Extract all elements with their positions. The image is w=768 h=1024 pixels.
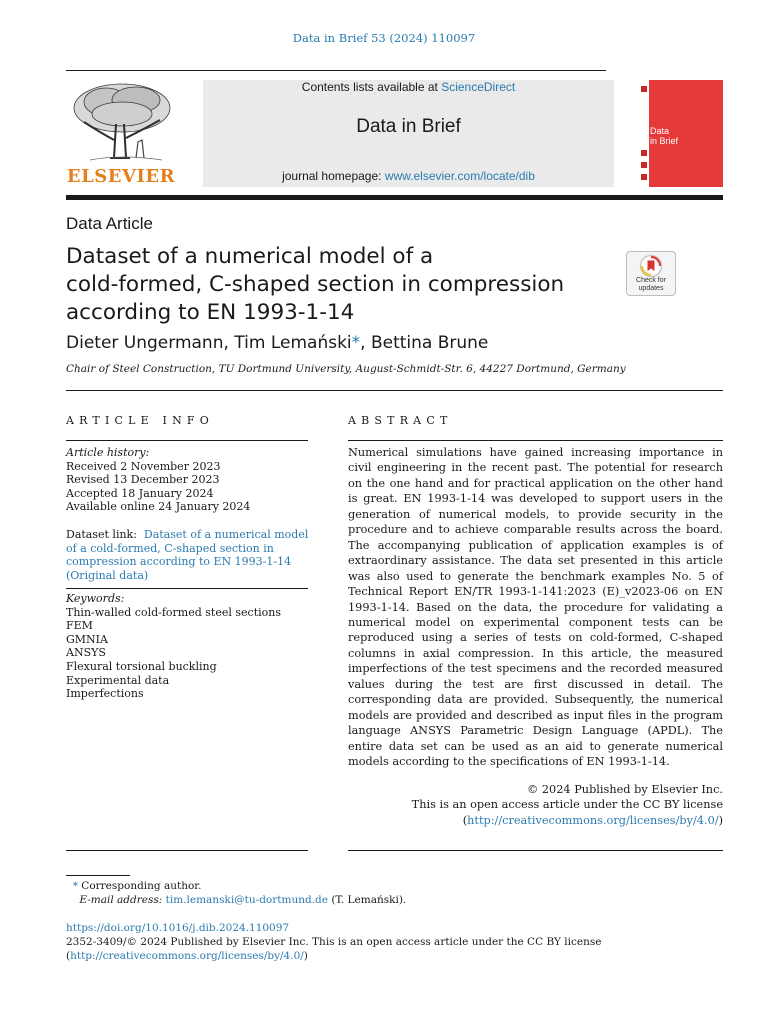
check-updates-line: Check for (636, 277, 666, 284)
copyright-line: This is an open access article under the CC BY license (411, 798, 723, 812)
footnote-rule (66, 875, 130, 876)
cover-mark (641, 162, 647, 168)
author-name: Tim Lemański (234, 333, 352, 353)
footnote-mark: * (72, 880, 78, 892)
corresponding-author-mark[interactable]: * (351, 333, 361, 353)
check-for-updates-button[interactable] (626, 251, 676, 296)
title-line: Dataset of a numerical model of a (66, 244, 434, 269)
cover-mark (641, 174, 647, 180)
dataset-link[interactable]: (Original data) (66, 568, 149, 582)
homepage-link[interactable]: www.elsevier.com/locate/dib (384, 169, 535, 183)
contents-prefix: Contents lists available at (301, 80, 442, 94)
dataset-link[interactable]: Dataset of a numerical model (143, 528, 309, 541)
keyword: Flexural torsional buckling (66, 659, 217, 673)
footer (66, 921, 726, 963)
header-rule (66, 70, 606, 71)
info-rule (66, 440, 308, 441)
sciencedirect-link[interactable]: ScienceDirect (441, 80, 516, 94)
paren: ( (66, 950, 71, 962)
masthead-rule (66, 195, 723, 200)
paren: ) (303, 950, 308, 962)
keyword: Imperfections (66, 687, 144, 701)
history-available: Available online 24 January 2024 (66, 500, 251, 514)
homepage-line (203, 169, 614, 183)
history-revised: Revised 13 December 2023 (66, 473, 220, 487)
author-name: , Bettina Brune (360, 333, 489, 353)
issn-line: 2352-3409/© 2024 Published by Elsevier Inc. This is an open access article under the CC BY license (66, 936, 602, 948)
author-list (66, 333, 488, 353)
footnote (66, 879, 666, 907)
abstract-rule (348, 850, 723, 851)
doi-link[interactable]: https://doi.org/10.1016/j.dib.2024.110097 (66, 922, 290, 934)
keyword: Experimental data (66, 673, 170, 687)
check-updates-label (627, 277, 675, 293)
keywords-label: Keywords: (66, 592, 125, 605)
email-link[interactable]: tim.lemanski@tu-dortmund.de (165, 894, 328, 906)
copyright-line: © 2024 Published by Elsevier Inc. (526, 783, 723, 796)
journal-name: Data in Brief (356, 116, 461, 137)
cover-mark (641, 86, 647, 92)
history-received: Received 2 November 2023 (66, 459, 221, 473)
license-link[interactable]: http://creativecommons.org/licenses/by/4.0/ (467, 813, 719, 827)
keyword: GMNIA (66, 632, 108, 646)
history-accepted: Accepted 18 January 2024 (66, 486, 214, 500)
email-label: E-mail address: (79, 894, 163, 906)
dataset-link[interactable]: compression according to EN 1993-1-14 (66, 555, 292, 569)
homepage-prefix: journal homepage: (282, 169, 385, 183)
section-rule (66, 390, 723, 391)
paren: ( (462, 813, 468, 827)
corresponding-author-note: Corresponding author. (81, 880, 202, 892)
keyword: Thin-walled cold-formed steel sections (66, 605, 281, 619)
elsevier-logo (66, 80, 176, 188)
article-history (66, 446, 311, 514)
journal-citation-link[interactable]: Data in Brief 53 (2024) 110097 (292, 31, 476, 45)
keywords-block (66, 592, 311, 701)
contents-line (203, 80, 614, 94)
info-rule (66, 850, 308, 851)
affiliation: Chair of Steel Construction, TU Dortmund University, August-Schmidt-Str. 6, 44227 Dortmund, Germany (66, 363, 626, 375)
cover-mark (641, 150, 647, 156)
author-name: Dieter Ungermann, (66, 333, 235, 353)
email-owner: (T. Lemański). (331, 894, 407, 906)
article-title (66, 243, 616, 327)
article-info-heading: ARTICLE INFO (66, 414, 214, 427)
abstract-text: Numerical simulations have gained increasing importance in civil engineering in the recent past. The potential for research on the one hand and for practical application on the other hand is great. EN 1993-1-14 was developed to support users in the generation of numerical models, to provide security in the procedure and to achieve comparable results across the board. The accompanying publication of application examples is of extraordinary assistance. The data set presented in this article was also used to generate the benchmark examples No. 5 of Technical Report EN/TR 1993-1-141:2023 (E)_v2023-06 on EN 1993-1-14. Based on the data, the procedure for validating a numerical model on experimental component tests can be reproduced using a series of tests on cold-formed, C-shaped columns in axial compression. In this article, the measured imperfections of the test specimens and the recorded measured values during the test are first discussed in detail. The corresponding data are provided. Subsequently, the numerical models are provided and described as input files in the program language ANSYS Parametric Design Language (APDL). The entire data set can be used as an aid to generate numerical models according to the specifications of EN 1993-1-14. (348, 446, 723, 769)
abstract-heading: ABSTRACT (348, 414, 453, 427)
elsevier-wordmark: ELSEVIER (66, 166, 176, 187)
dataset-link[interactable]: of a cold-formed, C-shaped section in (66, 541, 274, 555)
dataset-label: Dataset link: (66, 528, 137, 541)
bookmark-icon (639, 254, 663, 278)
cover-title (650, 126, 678, 146)
article-type: Data Article (66, 214, 153, 233)
dataset-link-block (66, 528, 311, 582)
paren: ) (718, 813, 723, 827)
cover-strip (639, 80, 649, 187)
title-line: according to EN 1993-1-14 (66, 300, 355, 325)
journal-masthead (203, 80, 614, 187)
check-updates-line: updates (638, 285, 664, 292)
info-rule (66, 588, 308, 589)
keyword: ANSYS (66, 646, 106, 660)
history-label: Article history: (66, 446, 150, 459)
journal-cover-thumbnail[interactable] (639, 80, 723, 187)
cover-title-line: in Brief (650, 136, 679, 146)
abstract-copyright (348, 782, 723, 828)
footer-license-link[interactable]: http://creativecommons.org/licenses/by/4.0/ (70, 950, 304, 962)
cover-title-line: Data (650, 126, 670, 136)
keyword: FEM (66, 619, 93, 633)
title-line: cold-formed, C-shaped section in compression (66, 272, 565, 297)
tree-icon (66, 80, 176, 166)
abstract-rule (348, 440, 723, 441)
